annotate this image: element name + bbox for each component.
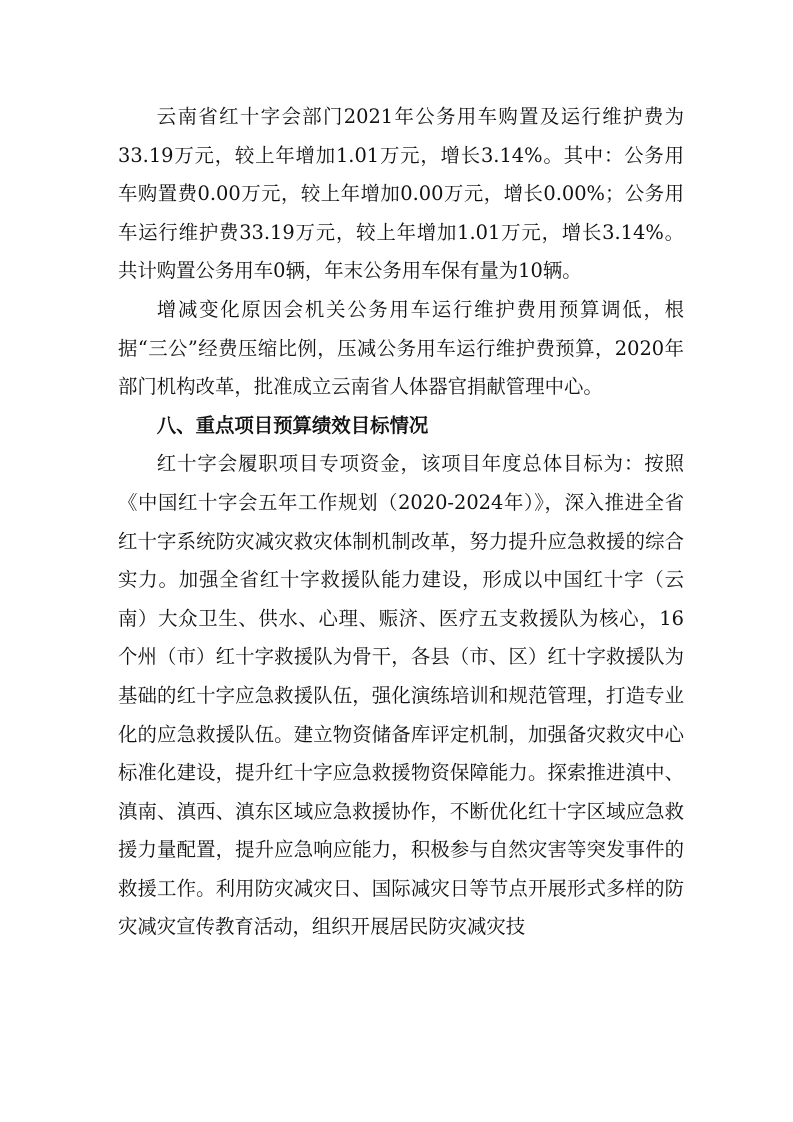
paragraph-vehicle-expenses: 云南省红十字会部门2021年公务用车购置及运行维护费为33.19万元，较上年增加1.01万元，增长3.14%。其中：公务用车购置费0.00万元，较上年增加0.00万元，增长0.00%；公务用车运行维护费33.19万元，较上年增加1.01万元，增长3.14%。共计购置公务用车0辆，年末公务用车保有量为10辆。	[118, 105, 684, 283]
paragraph-change-reasons: 增减变化原因会机关公务用车运行维护费用预算调低，根据“三公”经费压缩比例，压减公务用车运行维护费预算，2020年部门机构改革，批准成立云南省人体器官捐献管理中心。	[118, 297, 684, 399]
paragraph-project-goals: 红十字会履职项目专项资金，该项目年度总体目标为：按照《中国红十字会五年工作规划（2020-2024年）》，深入推进全省红十字系统防灾减灾救灾体制机制改革，努力提升应急救援的综合实力。加强全省红十字救援队能力建设，形成以中国红十字（云南）大众卫生、供水、心理、赈济、医疗五支救援队为核心，16个州（市）红十字救援队为骨干，各县（市、区）红十字救援队为基础的红十字应急救援队伍，强化演练培训和规范管理，打造专业化的应急救援队伍。建立物资储备库评定机制，加强备灾救灾中心标准化建设，提升红十字应急救援物资保障能力。探索推进滇中、滇南、滇西、滇东区域应急救援协作，不断优化红十字区域应急救援力量配置，提升应急响应能力，积极参与自然灾害等突发事件的救援工作。利用防灾减灾日、国际减灾日等节点开展形式多样的防灾减灾宣传教育活动，组织开展居民防灾减灾技	[118, 452, 684, 939]
document-body	[118, 98, 684, 947]
section-heading: 八、重点项目预算绩效目标情况	[156, 413, 429, 437]
